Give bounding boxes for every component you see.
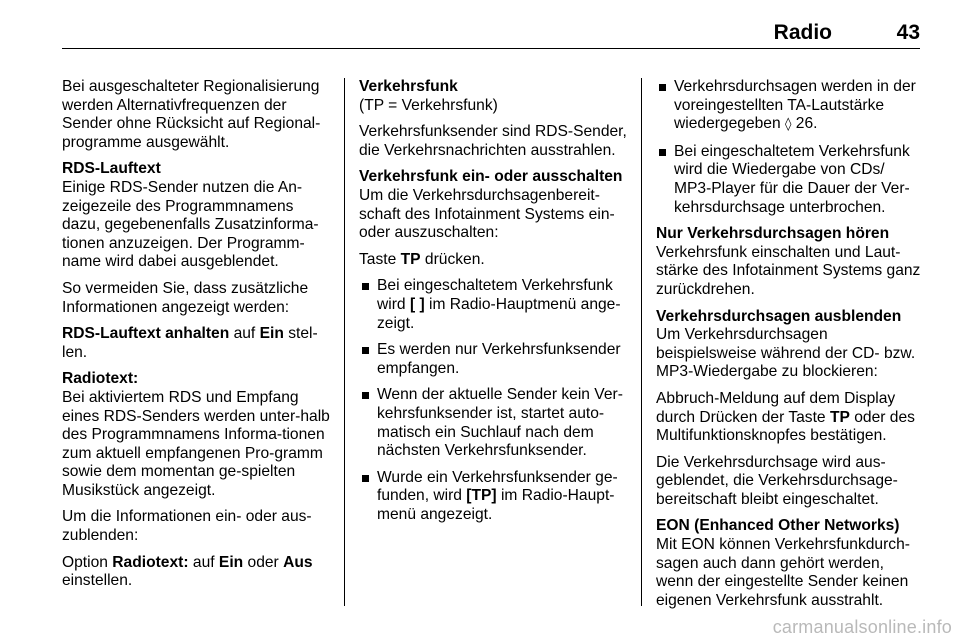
bullet-text: Bei eingeschaltetem Verkehrsfunk wird die Wiedergabe von CDs/ MP3-Player für die Dauer der Ver-kehrsdurchsage unterbrochen.: [674, 142, 910, 216]
tp-paragraph: Verkehrsfunksender sind RDS-Sender, die Verkehrsnachrichten ausstrahlen.: [359, 123, 627, 159]
setting-on-word: auf: [233, 325, 256, 343]
bullet-text-tail: im Radio-Haupt-menü angezeigt.: [377, 487, 615, 523]
abort-paragraph: [656, 390, 925, 446]
list-item: [359, 386, 627, 460]
toggle-heading: Verkehrsfunk ein- oder ausschalten: [359, 168, 623, 186]
column-3: [641, 78, 925, 609]
taste-word: Taste: [359, 250, 397, 268]
bullet-text-tail: im Radio-Hauptmenü ange-zeigt.: [377, 295, 621, 332]
verkehrsfunk-bullet-list: [359, 277, 627, 524]
bullet-square-icon: [659, 149, 666, 156]
eon-paragraph: Mit EON können Verkehrsfunkdurch-sagen auch dann gehört werden, wenn der eingestellte Sender keinen eigenen Verkehrsfunk ausstrahlt.: [656, 536, 910, 609]
page-number: 43: [896, 21, 920, 44]
list-item: [656, 143, 925, 217]
rds-lauftext-paragraph: Einige RDS-Sender nutzen die An-zeigezeile des Programmnamens dazu, gegebenenfalls Zusatzinforma-tionen anzuzeigen. Der Programm-name wird dabei ausgeblendet.: [62, 178, 319, 271]
tp-key: TP: [400, 250, 421, 268]
bullet-text: Wenn der aktuelle Sender kein Ver-kehrsfunksender ist, startet auto-matisch ein Suchlauf nach dem nächsten Verkehrsfunksender.: [377, 386, 623, 460]
bullet-bold: [ ]: [409, 295, 425, 313]
abort-text-tail: oder des Multifunktionsknopfes bestätigen.: [656, 408, 915, 445]
option-on-word: auf: [192, 553, 215, 571]
eon-heading: EON (Enhanced Other Networks): [656, 517, 900, 535]
abort-text: Abbruch-Meldung auf dem Display durch Drücken der Taste: [656, 389, 896, 426]
column-2: [344, 78, 627, 606]
option-ein: Ein: [218, 553, 244, 571]
list-item: [359, 341, 627, 378]
verkehrsfunk-heading: Verkehrsfunk: [359, 78, 458, 95]
setting-tail: stel-len.: [62, 325, 318, 361]
tp-key: TP: [829, 408, 850, 426]
option-aus: Aus: [283, 553, 313, 571]
hide-announcements-paragraph: Um Verkehrsdurchsagen beispielsweise während der CD- bzw. MP3-Wiedergabe zu blockieren:: [656, 326, 916, 381]
bullet-square-icon: [362, 392, 369, 399]
option-tail: einstellen.: [62, 572, 133, 590]
watermark: carmanualsonline.info: [772, 617, 952, 637]
rds-lauftext-heading: RDS-Lauftext: [62, 160, 161, 178]
option-name: Radiotext:: [112, 553, 189, 571]
durchsage-bullet-list: [656, 78, 925, 217]
list-item: [359, 469, 627, 525]
bullet-square-icon: [659, 84, 666, 91]
option-or: oder: [247, 553, 279, 571]
tp-definition: (TP = Verkehrsfunk): [359, 96, 498, 114]
option-paragraph: [62, 554, 330, 591]
toggle-info-paragraph: Um die Informationen ein- oder aus-zublenden:: [62, 508, 312, 545]
only-announcements-paragraph: Verkehrsfunk einschalten und Laut-stärke des Infotainment Systems ganz zurückdrehen.: [656, 243, 921, 298]
page-reference[interactable]: 26.: [795, 115, 818, 133]
page-title: Radio: [773, 21, 832, 44]
toggle-paragraph: Um die Verkehrsdurchsagenbereit-schaft des Infotainment Systems ein-oder auszuschalten:: [359, 186, 615, 242]
page-header: [62, 18, 920, 49]
bullet-square-icon: [362, 347, 369, 354]
list-item: [656, 78, 925, 135]
bullet-square-icon: [362, 475, 369, 482]
taste-tail: drücken.: [424, 250, 485, 268]
taste-paragraph: [359, 251, 627, 270]
intro-paragraph: Bei ausgeschalteter Regionalisierung werden Alternativfrequenzen der Sender ohne Rücksicht auf Regional-programme ausgewählt.: [62, 78, 321, 151]
standby-paragraph: Die Verkehrsdurchsage wird aus-geblendet, die Verkehrsdurchsage-bereitschaft bleibt eingeschaltet.: [656, 453, 898, 508]
bullet-text: Verkehrsdurchsagen werden in der voreingestellten TA-Lautstärke wiedergegeben: [674, 78, 916, 133]
radiotext-heading: Radiotext:: [62, 370, 139, 388]
bullet-bold: [TP]: [466, 487, 497, 505]
hide-announcements-heading: Verkehrsdurchsagen ausblenden: [656, 307, 902, 325]
column-1: [62, 78, 330, 606]
avoid-info-paragraph: So vermeiden Sie, dass zusätzliche Informationen angezeigt werden:: [62, 279, 309, 316]
bullet-text: Wurde ein Verkehrsfunksender ge-funden, wird: [377, 468, 618, 505]
setting-value: Ein: [259, 325, 284, 343]
option-word: Option: [62, 553, 108, 571]
page-reference-icon: ◊: [785, 117, 792, 133]
rds-setting-paragraph: [62, 325, 330, 362]
bullet-square-icon: [362, 283, 369, 290]
list-item: [359, 277, 627, 333]
bullet-text: Es werden nur Verkehrsfunksender empfangen.: [377, 341, 621, 377]
bullet-text: Bei eingeschaltetem Verkehrsfunk wird: [377, 277, 613, 313]
only-announcements-heading: Nur Verkehrsdurchsagen hören: [656, 225, 890, 243]
radiotext-paragraph: Bei aktiviertem RDS und Empfang eines RDS-Senders werden unter-halb des Programmnamens Informa-tionen zum aktuell empfangenen Pro-gramm sowie dem momentan ge-spielten Musikstück angezeigt.: [62, 388, 330, 499]
setting-name: RDS-Lauftext anhalten: [62, 325, 230, 343]
